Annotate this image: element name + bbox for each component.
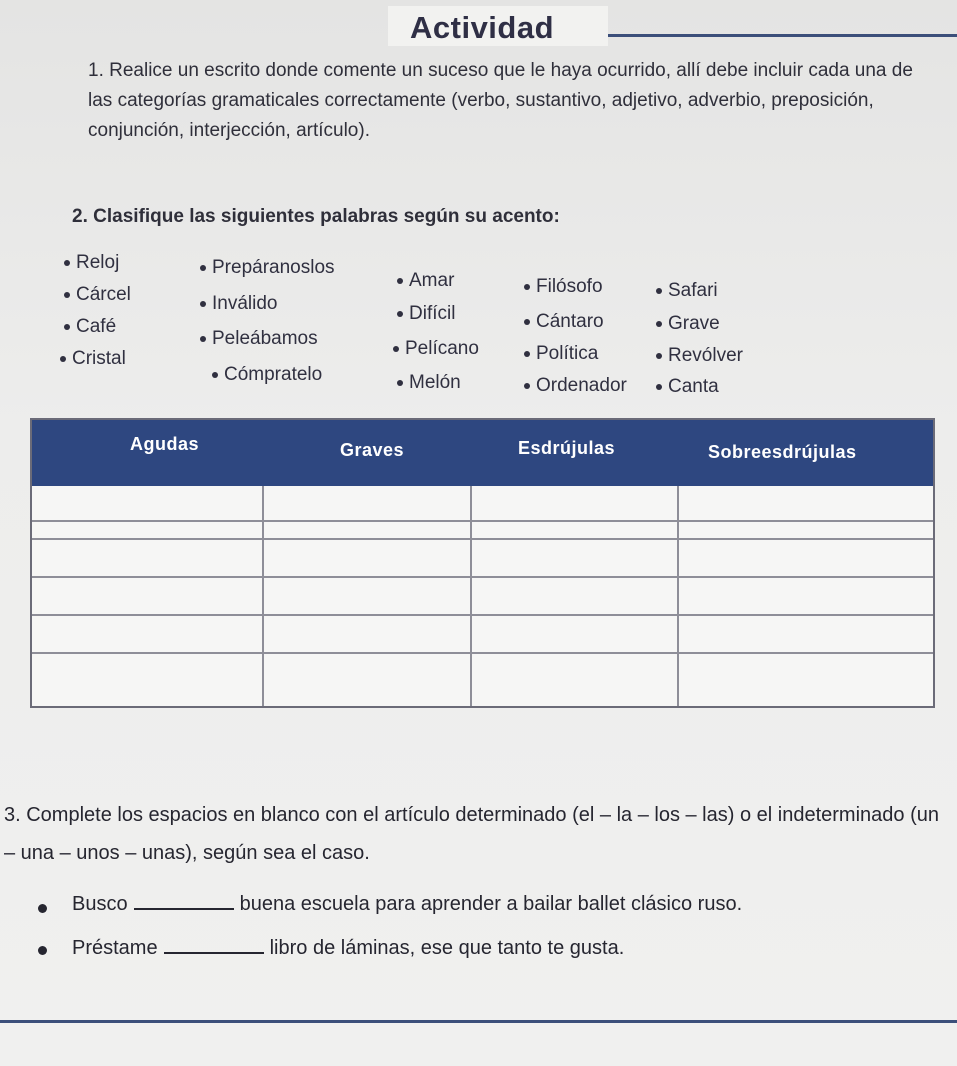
word-item: Inválido <box>200 293 278 315</box>
word-item: Revólver <box>656 345 743 367</box>
word-item: Grave <box>656 313 720 335</box>
column-header-esdrujulas: Esdrújulas <box>518 438 616 458</box>
column-header-graves: Graves <box>340 440 405 460</box>
fill-in-item: Préstame libro de láminas, ese que tanto te gusta. <box>72 937 625 959</box>
word-item: Filósofo <box>524 276 603 298</box>
word-item: Reloj <box>64 252 119 274</box>
word-item: Cómpratelo <box>212 364 322 386</box>
question-3: 3. Complete los espacios en blanco con el artículo determinado (el – la – los – las) o el indeterminado (un – una – unos – unas), según sea el caso. <box>4 804 939 864</box>
table-row <box>32 614 933 616</box>
table-column-divider <box>470 486 472 706</box>
blank-line[interactable] <box>134 892 234 910</box>
word-item: Difícil <box>397 303 455 325</box>
word-item: Cárcel <box>64 284 131 306</box>
word-item: Safari <box>656 280 718 302</box>
word-item: Política <box>524 343 598 365</box>
word-item: Cántaro <box>524 311 604 333</box>
bullet-icon <box>38 946 47 955</box>
word-item: Cristal <box>60 348 126 370</box>
word-item: Peleábamos <box>200 328 318 350</box>
word-item: Amar <box>397 270 454 292</box>
bullet-icon <box>38 904 47 913</box>
table-header <box>32 420 933 486</box>
question-1: 1. Realice un escrito donde comente un suceso que le haya ocurrido, allí debe incluir cada una de las categorías gramaticales correctamente (verbo, sustantivo, adjetivo, adverbio, preposición, conjunción, interjección, artículo). <box>88 60 913 141</box>
column-header-sobreesdrujulas: Sobreesdrújulas <box>708 442 857 462</box>
table-column-divider <box>677 486 679 706</box>
word-item: Café <box>64 316 116 338</box>
table-row <box>32 576 933 578</box>
word-item: Ordenador <box>524 375 627 397</box>
table-row <box>32 652 933 654</box>
table-row <box>32 520 933 522</box>
word-item: Pelícano <box>393 338 479 360</box>
blank-line[interactable] <box>164 936 264 954</box>
question-2: 2. Clasifique las siguientes palabras según su acento: <box>72 206 560 227</box>
word-item: Canta <box>656 376 719 398</box>
word-item: Melón <box>397 372 461 394</box>
footer-rule <box>0 1020 957 1023</box>
word-item: Prepáranoslos <box>200 257 335 279</box>
table-row <box>32 538 933 540</box>
table-body <box>30 418 935 708</box>
table-column-divider <box>262 486 264 706</box>
column-header-agudas: Agudas <box>130 434 200 454</box>
fill-in-item: Busco buena escuela para aprender a bailar ballet clásico ruso. <box>72 893 743 915</box>
classification-table <box>30 418 935 708</box>
page-title: Actividad <box>410 10 555 45</box>
